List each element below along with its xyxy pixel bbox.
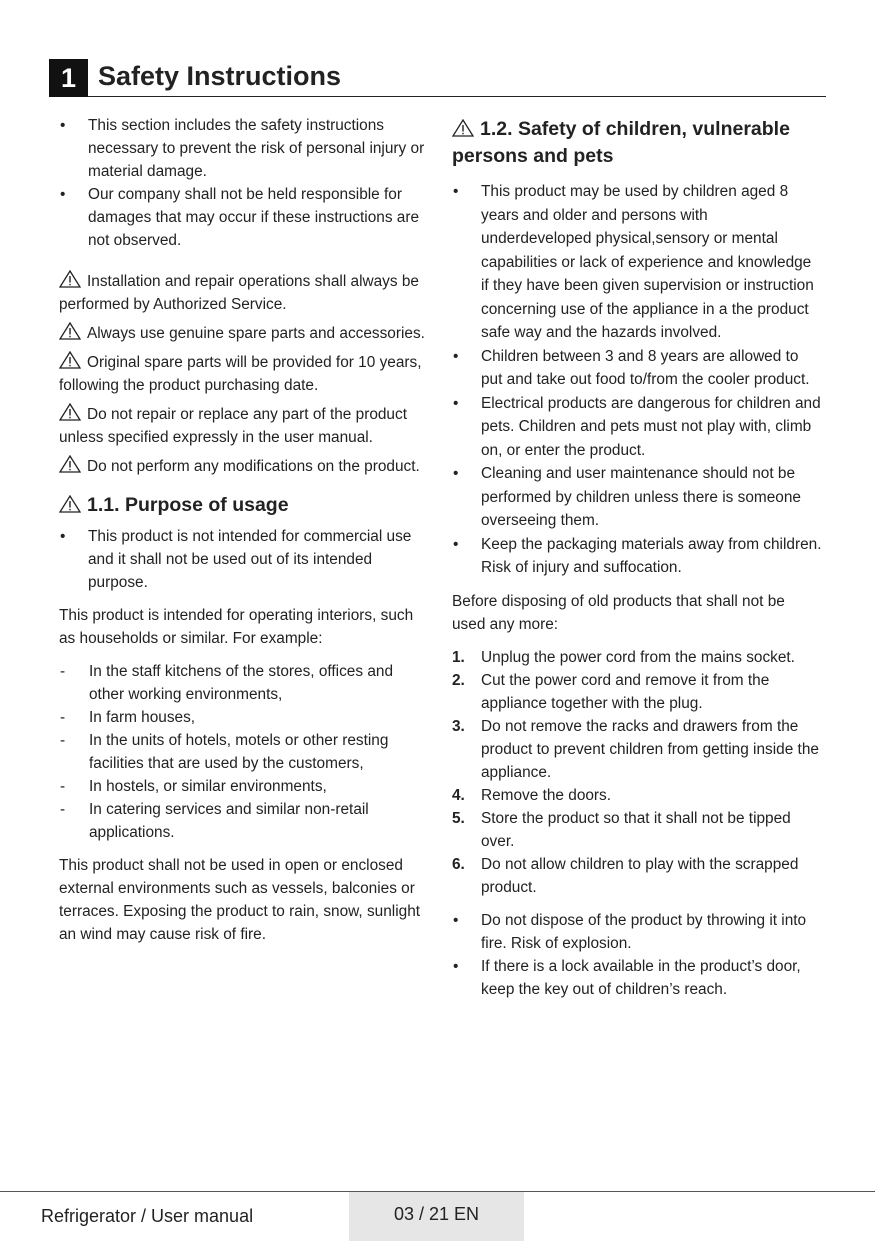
list-item [452,715,822,784]
list-item [59,706,425,729]
page-title: Safety Instructions [98,61,342,91]
list-item-text: In farm houses, [89,709,196,726]
warning-text: Original spare parts will be provided for 10 years, following the product purchasing date. [59,354,422,394]
list-item: • This product is not intended for commercial use and it shall not be used out of its intended purpose. [59,525,425,594]
step-number: 5. [452,809,465,827]
warning-triangle-icon [452,119,474,137]
list-item [59,775,425,798]
section-heading-purpose [59,492,425,519]
list-item [452,646,822,669]
list-item [59,798,425,844]
warning-triangle-icon [59,403,81,421]
disposal-steps-list [452,646,822,899]
list-item: • This product may be used by children aged 8 years and older and persons with underdeveloped physical,sensory or mental capabilities or lack of experience and knowledge if they have been given supervision or instruction concerning use of the appliance in a the product safe way and the hazards involved. [452,180,822,345]
list-item [59,729,425,775]
warning-note [59,455,425,478]
outdoor-paragraph: This product shall not be used in open or enclosed external environments such as vessels, balconies or terraces. Exposing the product to rain, snow, sunlight an wind may cause risk of fire. [59,857,421,943]
warning-note [59,322,425,345]
purpose-paragraph: This product is intended for operating interiors, such as households or similar. For example: [59,607,414,647]
section-heading-children [452,116,822,170]
left-column [59,114,425,946]
step-text: Unplug the power cord from the mains socket. [481,648,795,666]
dash-marker: - [60,801,66,818]
list-item [59,660,425,706]
list-item: • If there is a lock available in the product’s door, keep the key out of children’s reach. [452,955,822,1001]
footer-page-number: 03 / 21 EN [349,1192,524,1241]
list-item [452,669,822,715]
step-text: Do not remove the racks and drawers from the product to prevent children from getting inside the appliance. [481,717,819,781]
list-item: • Children between 3 and 8 years are allowed to put and take out food to/from the cooler product. [452,345,822,392]
warning-text: Installation and repair operations shall always be performed by Authorized Service. [59,273,419,313]
list-item: • Electrical products are dangerous for children and pets. Children and pets must not play with, climb on, or enter the product. [452,392,822,463]
dash-marker: - [60,709,66,726]
page-header [49,59,826,97]
header-divider [88,96,826,97]
step-text: Cut the power cord and remove it from the appliance together with the plug. [481,671,770,712]
warning-note [59,270,425,316]
dash-marker: - [60,732,66,749]
usage-examples-list [59,660,425,844]
list-item-text: In the staff kitchens of the stores, offices and other working environments, [89,663,394,703]
warning-triangle-icon [59,495,81,513]
step-number: 3. [452,717,465,735]
footer-product-label: Refrigerator / User manual [41,1206,254,1226]
disposal-paragraph: Before disposing of old products that shall not be used any more: [452,592,785,633]
list-item: • Keep the packaging materials away from children. Risk of injury and suffocation. [452,533,822,580]
list-item [452,853,822,899]
step-number: 1. [452,648,465,666]
list-item [452,807,822,853]
warning-triangle-icon [59,322,81,340]
list-item: • Do not dispose of the product by throwing it into fire. Risk of explosion. [452,909,822,955]
warning-note [59,351,425,397]
list-item: • Cleaning and user maintenance should not be performed by children unless there is someone overseeing them. [452,462,822,533]
section-heading-text: 1.1. Purpose of usage [87,494,289,516]
warning-text: Do not perform any modifications on the product. [87,458,420,475]
dash-marker: - [60,778,66,795]
chapter-number: 1 [49,59,88,97]
step-text: Remove the doors. [481,786,612,804]
list-item: • Our company shall not be held responsible for damages that may occur if these instructions are not observed. [59,183,425,252]
step-number: 6. [452,855,465,873]
step-text: Do not allow children to play with the scrapped product. [481,855,799,896]
warning-text: Do not repair or replace any part of the product unless specified expressly in the user manual. [59,406,407,446]
dash-marker: - [60,663,66,680]
warning-triangle-icon [59,455,81,473]
section-heading-text: 1.2. Safety of children, vulnerable persons and pets [452,118,790,167]
step-number: 4. [452,786,465,804]
list-item [452,784,822,807]
warning-triangle-icon [59,351,81,369]
step-text: Store the product so that it shall not be tipped over. [481,809,791,850]
final-bullet-list [452,909,822,1001]
purpose-bullet-list [59,525,425,594]
intro-bullet-list [59,114,425,252]
warning-text: Always use genuine spare parts and accessories. [87,325,425,342]
warning-triangle-icon [59,270,81,288]
warning-note [59,403,425,449]
list-item-text: In the units of hotels, motels or other resting facilities that are used by the customers, [89,732,389,772]
list-item-text: In catering services and similar non-retail applications. [89,801,369,841]
children-bullet-list [452,180,822,580]
list-item-text: In hostels, or similar environments, [89,778,327,795]
step-number: 2. [452,671,465,689]
list-item: • This section includes the safety instructions necessary to prevent the risk of personal injury or material damage. [59,114,425,183]
right-column [452,116,822,1001]
